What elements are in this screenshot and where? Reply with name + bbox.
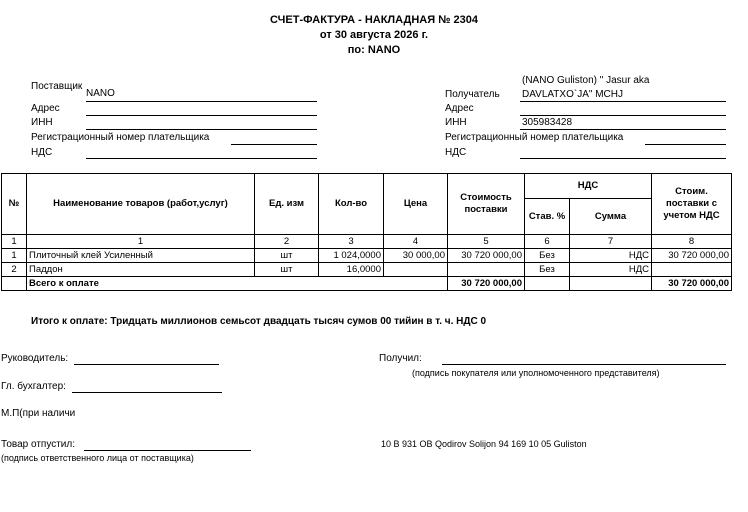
header-name: Наименование товаров (работ,услуг) [27, 174, 255, 235]
row-rate: Без [525, 249, 570, 263]
col-number: 1 [2, 235, 27, 249]
supplier-address-line [86, 115, 317, 116]
document-date: от 30 августа 2026 г. [319, 29, 429, 41]
row-qty: 1 024,0000 [319, 249, 384, 263]
row-num: 2 [2, 263, 27, 277]
col-number: 6 [525, 235, 570, 249]
row-total: 30 720 000,00 [652, 249, 732, 263]
row-vat-sum: НДС [570, 249, 652, 263]
supplier-name-line [86, 101, 317, 102]
receiver-inn-label: ИНН [445, 117, 467, 128]
accountant-sign-line [72, 392, 222, 393]
receiver-reg-label: Регистрационный номер плательщика [445, 132, 624, 143]
supplier-nds-label: НДС [31, 147, 53, 158]
row-price: 30 000,00 [384, 249, 448, 263]
receiver-inn-value: 305983428 [522, 117, 573, 128]
header-num: № [2, 174, 27, 235]
total-empty-cell [570, 277, 652, 291]
col-number: 7 [570, 235, 652, 249]
row-unit: шт [255, 249, 319, 263]
header-qty: Кол-во [319, 174, 384, 235]
row-rate: Без [525, 263, 570, 277]
supplier-address-label: Адрес [31, 103, 60, 114]
receiver-label: Получатель [445, 89, 500, 100]
supplier-reg-label: Регистрационный номер плательщика [31, 132, 210, 143]
total-empty-cell [525, 277, 570, 291]
total-label: Всего к оплате [27, 277, 448, 291]
supplier-inn-line [86, 129, 317, 130]
header-vat-sum: Сумма [570, 199, 652, 235]
row-name: Плиточный клей Усиленный [27, 249, 255, 263]
supplier-nds-line [86, 158, 317, 159]
row-total [652, 263, 732, 277]
accountant-label: Гл. бухгалтер: [1, 381, 66, 392]
header-vat-rate: Став. % [525, 199, 570, 235]
row-name: Паддон [27, 263, 255, 277]
received-caption: (подпись покупателя или уполномоченного представителя) [412, 368, 660, 378]
invoice-table [1, 173, 732, 291]
header-price: Цена [384, 174, 448, 235]
col-number: 4 [384, 235, 448, 249]
stamp-label: М.П(при наличи [1, 408, 76, 419]
col-number: 2 [255, 235, 319, 249]
director-label: Руководитель: [1, 353, 69, 364]
row-unit: шт [255, 263, 319, 277]
row-price [384, 263, 448, 277]
supplier-name: NANO [86, 88, 115, 99]
table-row [2, 263, 732, 277]
received-sign-line [442, 364, 726, 365]
row-cost [448, 263, 525, 277]
col-number: 3 [319, 235, 384, 249]
receiver-name-line2: DAVLATXO`JA" MCHJ [522, 89, 623, 100]
director-sign-line [74, 364, 219, 365]
received-label: Получил: [379, 353, 422, 364]
total-row [2, 277, 732, 291]
released-sign-line [84, 450, 251, 451]
supplier-inn-label: ИНН [31, 117, 53, 128]
row-cost: 30 720 000,00 [448, 249, 525, 263]
receiver-nds-label: НДС [445, 147, 467, 158]
header-cost: Стоимость поставки [448, 174, 525, 235]
receiver-name-line [520, 101, 726, 102]
payment-summary: Итого к оплате: Тридцать миллионов семьсот двадцать тысяч сумов 00 тийин в т. ч. НДС 0 [31, 316, 487, 327]
supplier-label: Поставщик [31, 81, 83, 92]
total-with-vat: 30 720 000,00 [652, 277, 732, 291]
header-vat: НДС [525, 174, 652, 199]
bank-details: 10 B 931 OB Qodirov Solijon 94 169 10 05 Guliston [381, 439, 587, 449]
supplier-reg-line [231, 144, 317, 145]
col-number: 8 [652, 235, 732, 249]
receiver-address-line [520, 115, 726, 116]
total-cost: 30 720 000,00 [448, 277, 525, 291]
row-vat-sum: НДС [570, 263, 652, 277]
col-number: 1 [27, 235, 255, 249]
col-number: 5 [448, 235, 525, 249]
receiver-inn-line [520, 129, 726, 130]
row-num: 1 [2, 249, 27, 263]
row-qty: 16,0000 [319, 263, 384, 277]
receiver-address-label: Адрес [445, 103, 474, 114]
released-caption: (подпись ответственного лица от поставщика) [1, 453, 194, 463]
receiver-nds-line [520, 158, 726, 159]
document-title: СЧЕТ-ФАКТУРА - НАКЛАДНАЯ № 2304 [270, 14, 478, 26]
header-total: Стоим. поставки с учетом НДС [652, 174, 732, 235]
released-label: Товар отпустил: [1, 439, 75, 450]
receiver-name-line1: (NANO Guliston) " Jasur aka [522, 75, 650, 86]
total-empty-cell [2, 277, 27, 291]
table-row [2, 249, 732, 263]
header-unit: Ед. изм [255, 174, 319, 235]
document-for: по: NANO [347, 44, 401, 56]
receiver-reg-line [645, 144, 726, 145]
